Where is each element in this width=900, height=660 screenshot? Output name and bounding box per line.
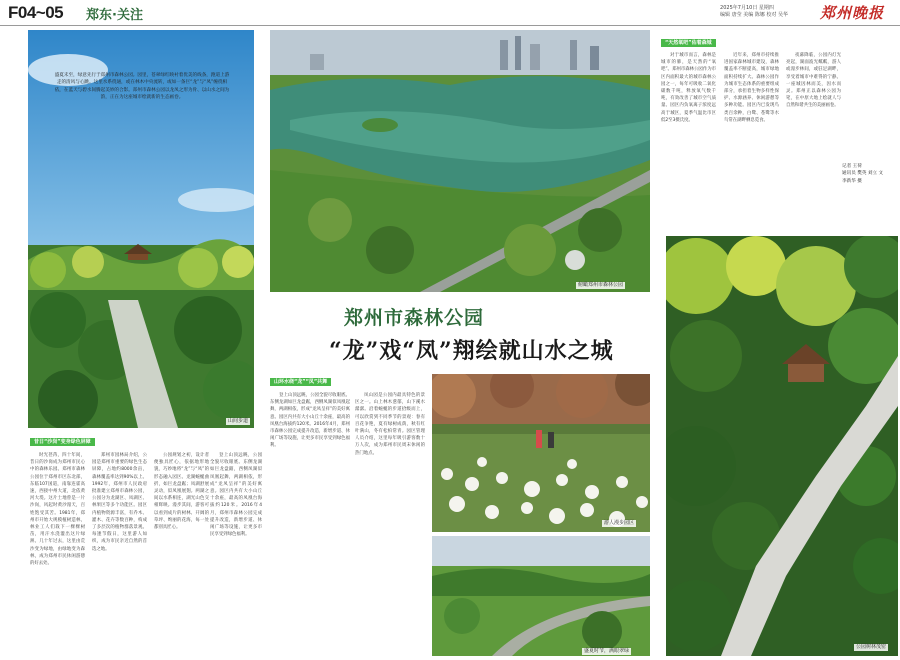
column-5: 凤山园是公园内最具特色的景区之一。山上林木葱郁，山下溪水潺潺。沿着蜿蜒的步道拾级而上，可以欣赏到不同季节的景观：春有百花争艳，夏有绿树成荫，秋有红叶满山，冬有松柏常青。园区管理人员介绍，这里每年吸引游客数十万人次，成为郑州市民周末休闲的热门地点。	[355, 393, 425, 456]
column-4: 登上山顶远眺，公园全貌尽收眼底。东侧龙湖如巨龙盘踞，西侧凤湖似凤凰起舞，两湖相依，形成“龙凤呈祥”的美好寓意。园区内共有大小山丘十余座，最高的凤凰台海拔约120米。2016年4月，郑州市森林公园完成提升改造，新增步道、休闲广场等设施，让更多市民享受到绿色福利。	[270, 393, 350, 449]
dateline-editors: 编辑 唐莹 美编 陈娜 校对 吴华	[720, 12, 788, 18]
green-walkway-illustration	[432, 536, 650, 656]
green-walkway-photo	[432, 536, 650, 656]
caption-right-photo: 公园树林茂密	[856, 644, 887, 650]
byline	[842, 163, 882, 185]
intro-paragraph: 盛夏未至，绿意先行于郑州市森林公园。园里，苍翠绿红映衬着优美的线条，跑道上游走的清风与心跳。这里水系绕通，或在林木中央流转，或如一条巨“龙”与“凤”缠绕相依，在蓝天与碧水间腾起美妙的合影。郑州市森林公园以龙凤之形为骨、以山水之间为韵，正在为这座城市绘就新的生态画卷。	[54, 73, 230, 101]
right-forest-photo	[666, 236, 898, 656]
page-number: F04~05	[8, 3, 64, 22]
column-2: 郑州市园林局介绍，公园是郑州市重要的绿色生态屏障，占地约8000余亩，森林覆盖率达到90%以上。1992年，郑州市人民政府批准建立郑州市森林公园，公园分为龙湖区、凤湖区、林果区等多个功能区。园区内植物资源丰富，有乔木、灌木、花卉等数百种，构成了多层次的植物群落景观。每逢节假日，这里游人如织，成为市民亲近自然的首选之地。	[92, 453, 147, 552]
left-forest-photo	[28, 30, 254, 428]
byline-photographer: 李新华 摄	[842, 178, 862, 184]
title-line-1: 郑州市森林公园	[344, 307, 485, 329]
dateline	[720, 5, 788, 19]
section-name: 郑东·关注	[86, 8, 143, 23]
dateline-date: 2025年7月10日 星期四	[720, 5, 774, 11]
masthead-logo: 郑州晚报	[819, 4, 884, 22]
title-line-2: “龙”戏“凤”翔绘就山水之城	[329, 338, 614, 364]
column-8: 夜幕降临，公园内灯光亮起，湖面波光粼粼，游人或漫步林间，或驻足湖畔，享受着城市中难得的宁静。一座城因林而美，因水而灵。郑州正以森林公园为笔，在中原大地上绘就人与自然和谐共生的美丽画卷。	[786, 53, 841, 109]
page-header	[0, 0, 900, 26]
column-7: 近年来，郑州市持续推进国家森林城市建设，森林覆盖率不断提高，城市绿地面积持续扩大。森林公园作为城市生态体系的重要组成部分，承担着生物多样性保护、水源涵养、休闲游憩等多种功能。园区内已发现鸟类百余种，白鹭、苍鹭等水鸟常在湖畔栖息觅食。	[724, 53, 779, 123]
column-3: 公园规划之初，设计者便独具匠心，依据地形地貌，巧妙地将“龙”与“凤”的形态融入园区。龙湖蜿蜒曲折，如巨龙盘踞；凤湖舒展灵动，似凤凰展翅。两湖之间以水系相连，湖光山色交相辉映。漫步其间，游客可以看到成片的树林、开阔的草坪、绚丽的花海，每一处都别具匠心。	[154, 453, 209, 531]
right-forest-illustration	[666, 236, 898, 656]
subhead-forest-city: “天然氧吧”佑着森城	[661, 39, 716, 47]
subhead-history: 昔日“沙岗”变身绿色屏障	[30, 438, 95, 446]
caption-flowers-photo: 游人漫步园区	[604, 520, 635, 526]
flowers-photo	[432, 374, 650, 532]
caption-left-photo: 山间步道	[228, 418, 249, 424]
column-1: 时光荏苒，四十年间，昔日的沙岗成为郑州市民心中的森林乐园。郑州市森林公园位于郑州市区东北部，东临107国道，南靠连霍高速，西接中州大道，北依黄河大堤。这片土地曾是一片沙岗，风起时黄沙漫天，百姓饱受其苦。1981年，郑州市开始大规模植树造林，林业工人们栽下一棵棵树苗，用汗水浇灌出这片绿洲。几十年过去，这里由荒沙变为绿地，由绿地变为森林，成为郑州市民休闲游憩的好去处。	[30, 453, 85, 567]
article-title	[304, 303, 644, 365]
caption-walkway-photo: 盛夏时节，满眼翠绿	[584, 648, 630, 654]
column-6: 对于城市而言，森林是城市的肺，是天然的“氧吧”。郑州市森林公园作为市区内面积最大的城市森林公园之一，每年可吸收二氧化碳数千吨，释放氧气数千吨，有效改善了城市空气质量。园区内负氧离子浓度远高于城区，夏季气温比市区低2至3摄氏度。	[661, 53, 716, 123]
column-3b: 登上山顶远眺，公园全貌尽收眼底。东侧龙湖如巨龙盘踞，西侧凤湖似凤凰起舞，两湖相依，形成“龙凤呈祥”的美好寓意。园区内共有大小山丘十余座，最高的凤凰台海拔约120米。2016年4月，郑州市森林公园完成提升改造，新增步道、休闲广场等设施，让更多市民享受到绿色福利。	[210, 453, 262, 538]
aerial-lake-photo	[270, 30, 650, 292]
aerial-lake-illustration	[270, 30, 650, 292]
byline-correspondents: 通讯员 樊英 刘立 文	[842, 171, 884, 177]
flowers-illustration	[432, 374, 650, 532]
subhead-dragon-phoenix: 山环水绕“龙”“凤”共舞	[270, 378, 331, 386]
byline-reporter: 记者 王荷	[842, 164, 862, 169]
caption-aerial-photo: 俯瞰郑州市森林公园	[578, 282, 624, 288]
